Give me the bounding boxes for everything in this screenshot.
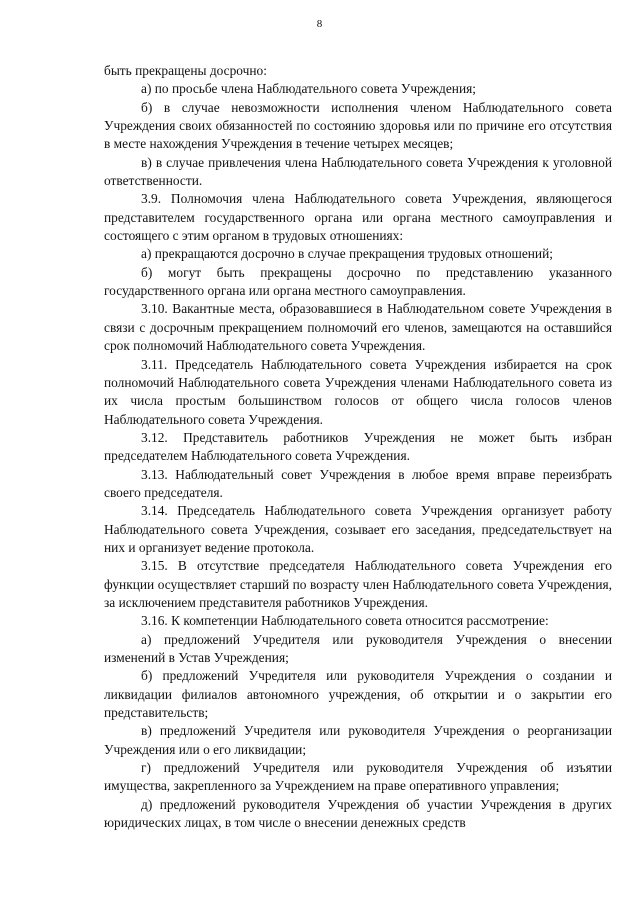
paragraph: 3.14. Председатель Наблюдательного совета Учреждения организует работу Наблюдательного совета Учреждения, созывает его заседания, председательствует на них и организует ведение протокола. xyxy=(104,503,612,555)
paragraph: а) предложений Учредителя или руководителя Учреждения о внесении изменений в Устав Учреждения; xyxy=(104,631,612,665)
paragraph: г) предложений Учредителя или руководителя Учреждения об изъятии имущества, закрепленного за Учреждением на праве оперативного управления; xyxy=(104,760,612,794)
paragraph: 3.15. В отсутствие председателя Наблюдательного совета Учреждения его функции осуществляет старший по возрасту член Наблюдательного совета Учреждения, за исключением представителя работников Учреждения. xyxy=(104,558,612,610)
page-number: 8 xyxy=(316,18,323,30)
paragraph: 3.12. Представитель работников Учреждения не может быть избран председателем Наблюдательного совета Учреждения. xyxy=(104,429,612,464)
paragraph: а) прекращаются досрочно в случае прекращения трудовых отношений; xyxy=(141,246,553,262)
paragraph: в) предложений Учредителя или руководителя Учреждения о реорганизации Учреждения или о его ликвидации; xyxy=(104,723,612,757)
paragraph: д) предложений руководителя Учреждения об участии Учреждения в других юридических лицах, в том числе о внесении денежных средств xyxy=(104,796,612,831)
paragraph: 3.10. Вакантные места, образовавшиеся в Наблюдательном совете Учреждения в связи с досрочным прекращением полномочий его членов, замещаются на оставшийся срок полномочий Наблюдательного совета Учреждения. xyxy=(104,301,612,354)
paragraph: быть прекращены досрочно: xyxy=(104,63,267,78)
paragraph: б) предложений Учредителя или руководителя Учреждения о создании и ликвидации филиалов автономного учреждения, об открытии и о закрытии его представительств; xyxy=(104,668,612,721)
document-body xyxy=(104,62,612,832)
paragraph: 3.16. К компетенции Наблюдательного совета относится рассмотрение: xyxy=(141,613,549,629)
paragraph: 3.9. Полномочия члена Наблюдательного совета Учреждения, являющегося представителем государственного органа или органа местного самоуправления и состоящего с этим органом в трудовых отношениях: xyxy=(104,191,612,244)
paragraph: б) могут быть прекращены досрочно по представлению указанного государственного органа или органа местного самоуправления. xyxy=(104,264,612,299)
paragraph: 3.13. Наблюдательный совет Учреждения в любое время вправе переизбрать своего председателя. xyxy=(104,466,612,500)
paragraph: 3.11. Председатель Наблюдательного совета Учреждения избирается на срок полномочий Наблюдательного совета Учреждения членами Наблюдательного совета из их числа простым большинством голосов от общего числа голосов членов Наблюдательного совета Учреждения. xyxy=(104,356,612,427)
paragraph: б) в случае невозможности исполнения членом Наблюдательного совета Учреждения своих обязанностей по состоянию здоровья или по причине его отсутствия в месте нахождения Учреждения в течение четырех месяцев; xyxy=(104,99,612,152)
paragraph: в) в случае привлечения члена Наблюдательного совета Учреждения к уголовной ответственности. xyxy=(104,154,612,189)
paragraph: а) по просьбе члена Наблюдательного совета Учреждения; xyxy=(141,81,477,97)
